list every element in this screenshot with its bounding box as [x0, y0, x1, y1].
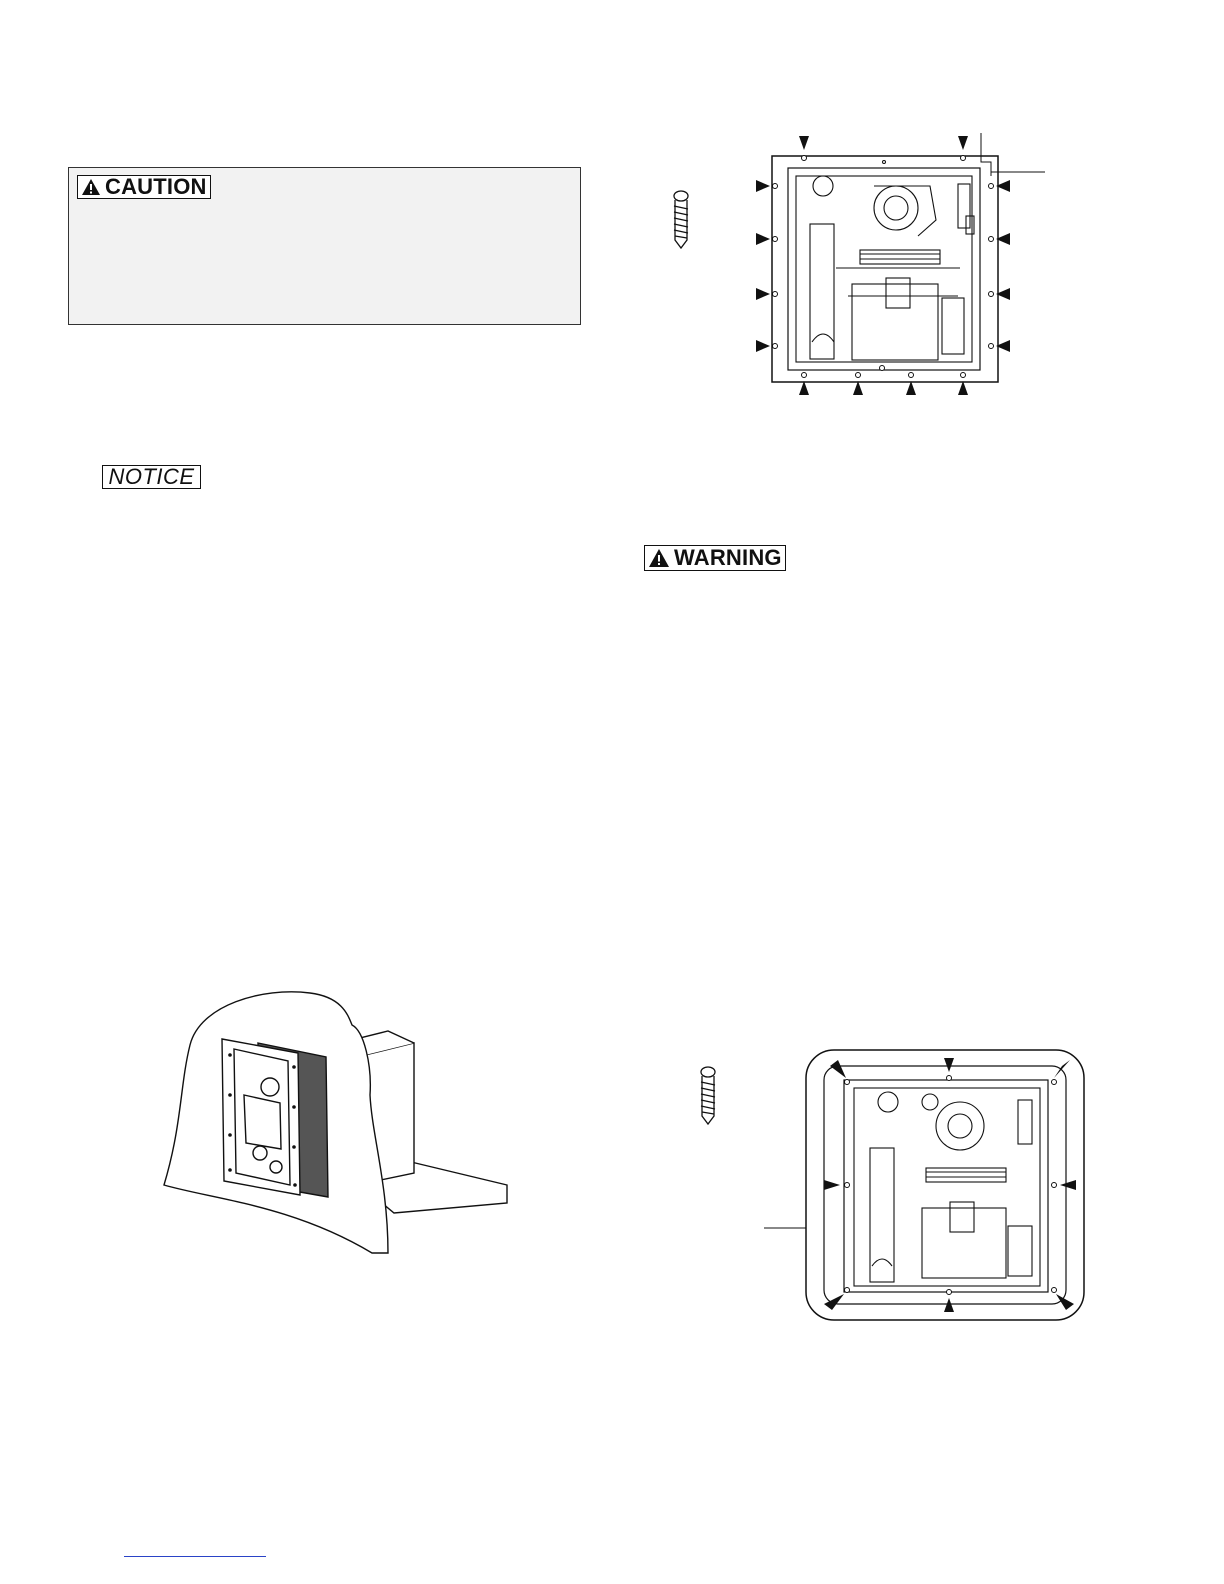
footer-link-underline[interactable] [124, 1556, 266, 1557]
caution-text: CAUTION [105, 174, 207, 199]
screw-icon [701, 1067, 715, 1124]
screw-location-diagram-frame [690, 1030, 1100, 1330]
warning-triangle-icon [648, 548, 670, 568]
warning-label [644, 545, 786, 571]
warning-text: WARNING [674, 545, 782, 570]
caution-panel [68, 167, 581, 325]
wall-installation-illustration [152, 985, 512, 1255]
warning-triangle-icon [81, 178, 101, 196]
notice-label: NOTICE [102, 465, 201, 489]
screw-icon [674, 191, 688, 248]
screw-location-diagram-front [660, 128, 1060, 400]
caution-label [77, 175, 211, 199]
